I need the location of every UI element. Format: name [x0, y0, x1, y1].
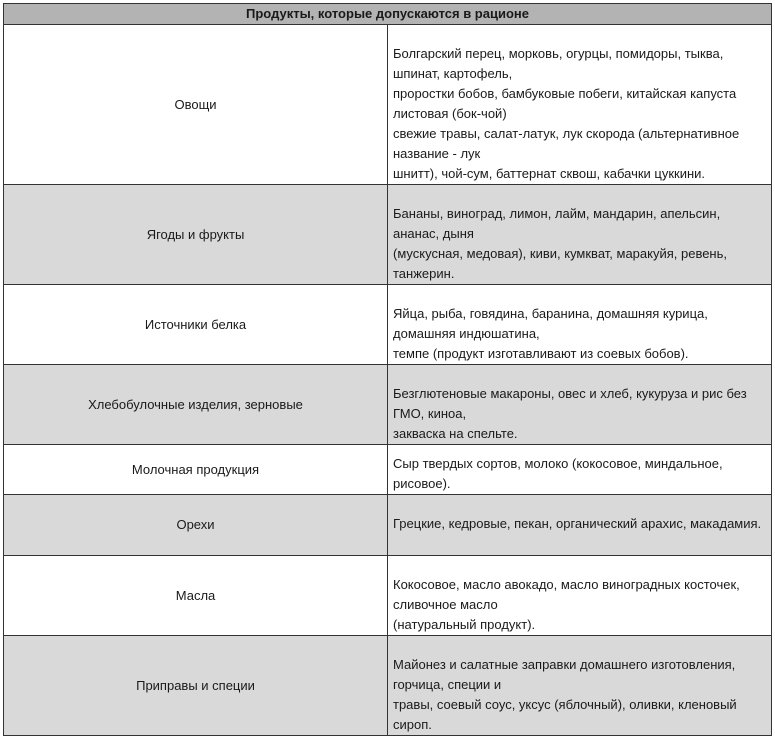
table-row-oils	[4, 556, 772, 636]
items-text: Сыр твердых сортов, молоко (кокосовое, миндальное, рисовое).	[393, 456, 723, 491]
items-cell	[388, 365, 772, 445]
items-text: Кокосовое, масло авокадо, масло виноградных косточек, сливочное масло (натуральный продукт).	[393, 577, 740, 632]
table-row-nuts	[4, 495, 772, 556]
category-cell: Масла	[4, 556, 388, 636]
table-row-fruits	[4, 185, 772, 285]
items-text: Безглютеновые макароны, овес и хлеб, кукуруза и рис без ГМО, киноа, закваска на спельте.	[393, 386, 747, 441]
items-text: Яйца, рыба, говядина, баранина, домашняя курица, домашняя индюшатина, темпе (продукт изготавливают из соевых бобов).	[393, 306, 708, 361]
items-text: Бананы, виноград, лимон, лайм, мандарин, апельсин, ананас, дыня (мускусная, медовая), киви, кумкват, маракуйя, ревень, танжерин.	[393, 206, 728, 281]
items-text: Грецкие, кедровые, пекан, органический арахис, макадамия.	[393, 516, 762, 531]
items-cell	[388, 285, 772, 365]
category-cell: Ягоды и фрукты	[4, 185, 388, 285]
items-cell	[388, 556, 772, 636]
category-cell: Молочная продукция	[4, 445, 388, 495]
table-row-vegetables	[4, 25, 772, 185]
table-row-spices	[4, 636, 772, 736]
items-text: Майонез и салатные заправки домашнего изготовления, горчица, специи и травы, соевый соус, уксус (яблочный), оливки, кленовый сироп.	[393, 657, 737, 732]
table-row-bakery	[4, 365, 772, 445]
category-cell: Орехи	[4, 495, 388, 556]
table-header-row	[4, 4, 772, 25]
category-cell: Источники белка	[4, 285, 388, 365]
table-title: Продукты, которые допускаются в рационе	[4, 4, 772, 25]
category-cell: Хлебобулочные изделия, зерновые	[4, 365, 388, 445]
table-row-protein	[4, 285, 772, 365]
category-cell: Овощи	[4, 25, 388, 185]
items-cell	[388, 185, 772, 285]
items-text: Болгарский перец, морковь, огурцы, помидоры, тыква, шпинат, картофель, проростки бобов, бамбуковые побеги, китайская капуста листовая (бок-чой) свежие травы, салат-латук, лук скорода (альтернативное название - лук шнитт), чой-сум, баттернат сквош, кабачки цуккини.	[393, 46, 740, 181]
allowed-foods-table	[3, 3, 772, 736]
items-cell	[388, 445, 772, 495]
items-cell	[388, 25, 772, 185]
category-cell: Приправы и специи	[4, 636, 388, 736]
table-row-dairy	[4, 445, 772, 495]
items-cell	[388, 495, 772, 556]
items-cell	[388, 636, 772, 736]
